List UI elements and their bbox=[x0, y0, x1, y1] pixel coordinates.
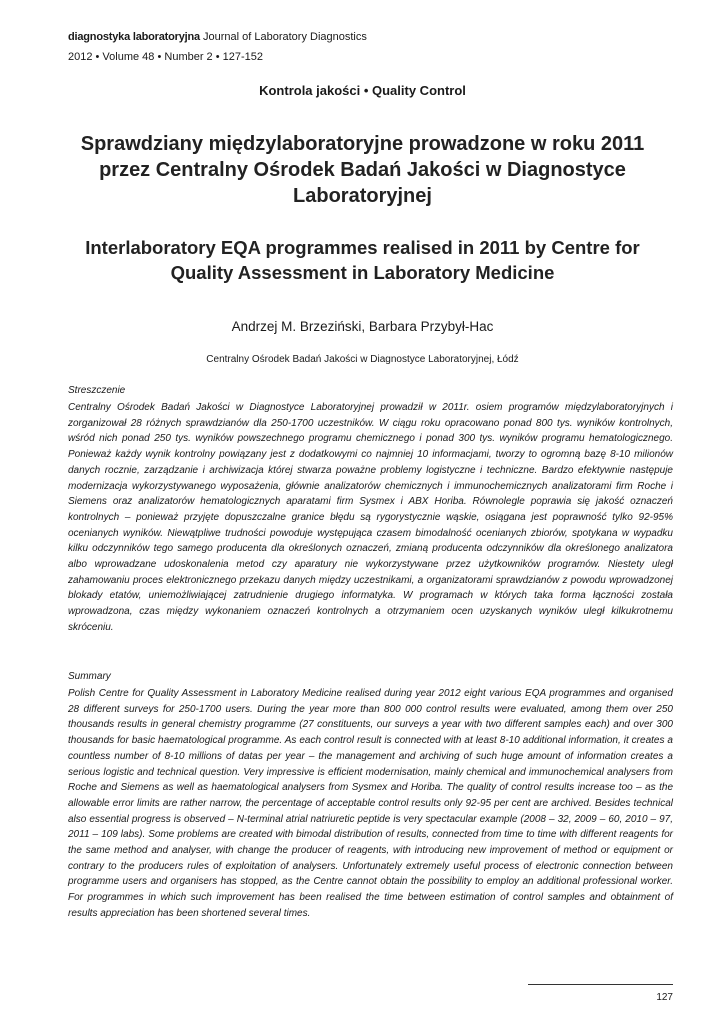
affiliation: Centralny Ośrodek Badań Jakości w Diagnostyce Laboratoryjnej, Łódź bbox=[206, 354, 519, 365]
abstract-heading: Streszczenie bbox=[68, 385, 126, 396]
journal-subtitle: Journal of Laboratory Diagnostics bbox=[203, 31, 367, 43]
footer-divider bbox=[528, 984, 673, 985]
journal-name: diagnostyka laboratoryjna bbox=[68, 31, 200, 43]
section-label: Kontrola jakości • Quality Control bbox=[259, 83, 466, 98]
page-number: 127 bbox=[656, 992, 673, 1003]
summary-heading: Summary bbox=[68, 671, 111, 682]
title-english: Interlaboratory EQA programmes realised in 2011 by Centre for Quality Assessment in Laboratory Medicine bbox=[85, 237, 640, 283]
issue-info: 2012 • Volume 48 • Number 2 • 127-152 bbox=[68, 51, 264, 63]
journal-header bbox=[68, 30, 367, 44]
authors: Andrzej M. Brzeziński, Barbara Przybył-Hac bbox=[231, 319, 494, 334]
summary-body: Polish Centre for Quality Assessment in Laboratory Medicine realised during year 2012 eight various EQA programmes and organised 28 different surveys for 250-1700 users. During the year more than 800 000 control results were evaluated, among them over 250 thousands results in general chemistry programme (27 constituents, our surveys a year with two different samples each) and over 300 thousands for basic haematological programme. As each control result is connected with at least 8-10 additional information, it creates a countless number of 8-10 millions of datas per year – the management and archiving of such huge amount of information creates a serious logistic and technical question. Very impressive is efficient modernisation, mainly chemical and immunochemical analysers from Roche and Siemens as well as haematological analysers from Sysmex and Horiba. The quality of control results increase too – as the allowable error limits are rather narrow, the percentage of acceptable control results only 92-95 per cent are archived. Besides technical also essential progress is observed – N-terminal atrial natriuretic peptide is very spectacular example (2008 – 32, 2009 – 60, 2010 – 97, 2011 – 109 labs). Some problems are created with bimodal distribution of results, connected from time to time with different reagents for the same method and analyser, with change the producer of reagents, with introducing new improvement of method or equipment or contrary to the producers rules of exploitation of analysers. Unfortunately extremely useful process of electronic connection between programme users and organisers has stopped, as the Centre cannot obtain the possibility to employ an additional professional worker. For programmes in which such improvement has been realised the time between estimation of control samples and obtainment of results appreciation has been shortened several times. bbox=[68, 688, 673, 919]
abstract-body: Centralny Ośrodek Badań Jakości w Diagnostyce Laboratoryjnej prowadził w 2011r. osiem programów międzylaboratoryjnych i zorganizował 28 różnych sprawdzianów dla 250-1700 uczestników. W ciągu roku opracowano ponad 800 tys. wyników kontrolnych, wśród nich ponad 250 tys. wyników powszechnego programu chemicznego i ponad 300 tys. wyników programu hematologicznego. Ponieważ każdy wynik kontrolny powiązany jest z dodatkowymi co najmniej 10 informacjami, tworzy to ogromną bazę 8-10 milionów danych rocznie, zarządzanie i archiwizacja której stwarza poważne problemy logistyczne i techniczne. Bardzo efektywnie następuje modernizacja wykorzystywanego wyposażenia, głównie analizatorów chemicznych i immunochemicznych analizatorami firm Roche i Siemens oraz analizatorów hematologicznych aparatami firm Sysmex i ABX Horiba. Równolegle poprawia się jakość oznaczeń kontrolnych – ponieważ przyjęte dopuszczalne granice błędu są rygorystycznie wąskie, osiągana jest poprawność tylko 92-95% ocenianych wyników. Niewątpliwe trudności powoduje występująca czasem bimodalność ocenianych zbiorów, spotykana w wypadku kilku odczynników tego samego producenta dla określonych oznaczeń, zmianą producenta odczynników dla określonego analizatora albo wprowadzane udoskonalenia metod czy aparatury nie wykorzystywane przez użytkowników programów. Niestety uległ zahamowaniu proces elektronicznego przekazu danych między uczestnikami, a organizatorami sprawdzianów z powodu wprowadzonej blokady etatów, uniemożliwiającej zatrudnienie drugiego informatyka. W programach w których taka forma łączności została wprowadzona, czas między wykonaniem oznaczeń kontrolnych a otrzymaniem ocen uzyskanych wyników uległ kilkukrotnemu skróceniu. bbox=[68, 402, 673, 633]
title-polish: Sprawdziany międzylaboratoryjne prowadzone w roku 2011 przez Centralny Ośrodek Badań Jakości w Diagnostyce Laboratoryjnej bbox=[80, 133, 645, 207]
